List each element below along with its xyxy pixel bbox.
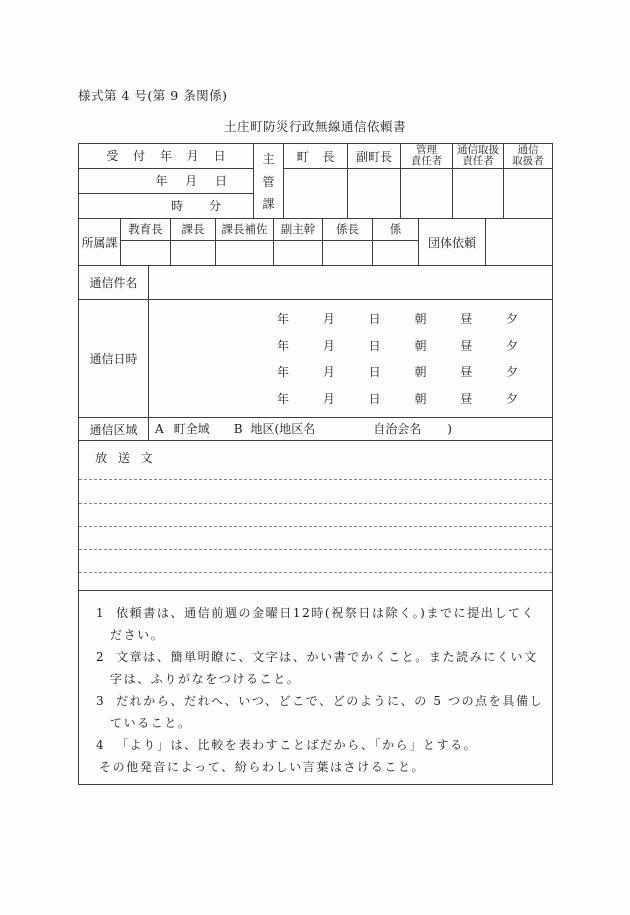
subject-field: [149, 266, 552, 299]
official-header: [504, 144, 552, 169]
document-title: 土庄町防災行政無線通信依頼書: [223, 119, 406, 134]
position-column: [171, 219, 216, 265]
area-association-label: 自治会名: [373, 422, 422, 436]
group-request-field: [486, 219, 552, 265]
broadcast-writing-line: [79, 526, 552, 527]
section-label: 所属課: [79, 219, 121, 265]
stamp-cell: [121, 241, 170, 265]
official-column-comm-manager: [453, 144, 504, 218]
official-header: [401, 144, 452, 169]
area-row: [79, 418, 552, 441]
receipt-date-field: 年 月 日: [79, 169, 253, 194]
stamp-cell: [284, 169, 347, 218]
stamp-cell: [216, 241, 273, 265]
position-column: [373, 219, 419, 265]
approval-block: [79, 144, 552, 219]
official-title: 副町長: [355, 149, 392, 164]
stamp-cell: [504, 169, 552, 218]
position-column: [323, 219, 373, 265]
official-column-operator: [504, 144, 552, 218]
supervising-char: 管: [262, 174, 275, 189]
official-column-vice-mayor: [348, 144, 401, 218]
official-header: [453, 144, 503, 169]
request-form-table: [78, 143, 553, 785]
area-field: [149, 418, 552, 440]
subject-label: 通信件名: [79, 266, 149, 299]
note-line: 2 文章は、簡単明瞭に、文字は、かい書でかくこと。また読みにくい文: [96, 650, 538, 664]
official-title: 通信取扱: [457, 143, 499, 156]
receipt-time-field: 時 分: [171, 199, 221, 213]
official-title: 取扱者: [512, 155, 544, 167]
group-request-label: 団体依頼: [419, 219, 486, 265]
broadcast-writing-line: [79, 479, 552, 480]
position-column: [216, 219, 274, 265]
stamp-cell: [453, 169, 503, 218]
area-label: 通信区域: [79, 418, 149, 440]
supervising-char: 課: [262, 197, 275, 212]
position-column: [274, 219, 323, 265]
datetime-line: 年 月 日 朝 昼 夕: [277, 392, 519, 407]
official-header: [284, 144, 347, 169]
form-number: 様式第 4 号(第 9 条関係): [78, 88, 228, 103]
supervising-char: 主: [262, 151, 275, 166]
position-header: 教育長: [121, 219, 170, 241]
official-title: 責任者: [462, 155, 494, 167]
position-header: 課長: [171, 219, 215, 241]
official-title: 管理: [416, 143, 437, 156]
area-option-a-label: 町全域: [173, 422, 210, 436]
datetime-label: 通信日時: [79, 300, 149, 417]
receipt-date-header: 受 付 年 月 日: [79, 144, 253, 169]
official-column-mayor: [284, 144, 348, 218]
notes-section: [79, 591, 552, 786]
datetime-field: [149, 300, 552, 417]
officials-stamp-grid: [284, 144, 552, 218]
subject-row: [79, 266, 552, 300]
note-line: 1 依頼書は、通信前週の金曜日12時(祝祭日は除く。)までに提出してく: [96, 606, 536, 620]
stamp-cell: [274, 241, 322, 265]
position-header: 係長: [323, 219, 372, 241]
note-line: ださい。: [110, 628, 165, 642]
section-block: [79, 219, 552, 266]
area-option-a: A: [155, 422, 164, 436]
stamp-cell: [373, 241, 418, 265]
note-line: 3 だれから、だれへ、いつ、どこで、どのように、の 5 つの点を具備し: [96, 694, 544, 708]
datetime-line: 年 月 日 朝 昼 夕: [277, 365, 519, 380]
official-header: [348, 144, 400, 169]
note-line: ていること。: [110, 716, 192, 730]
area-district-label: 地区(地区名: [250, 422, 316, 436]
datetime-line: 年 月 日 朝 昼 夕: [277, 338, 519, 353]
supervising-section-cell: [254, 144, 284, 218]
official-title: 町 長: [296, 149, 335, 164]
official-title: 通信: [517, 143, 539, 156]
stamp-cell: [348, 169, 400, 218]
official-column-admin-manager: [401, 144, 453, 218]
note-line: その他発音によって、紛らわしい言葉はさけること。: [99, 760, 426, 774]
datetime-row: [79, 300, 552, 418]
position-header: 副主幹: [274, 219, 322, 241]
note-line: 4 「より」は、比較を表わすことばだから、「から」とする。: [96, 738, 478, 752]
position-header: 係: [373, 219, 418, 241]
official-title: 責任者: [410, 155, 443, 167]
note-line: 字は、ふりがなをつけること。: [110, 672, 301, 686]
stamp-cell: [171, 241, 215, 265]
broadcast-writing-line: [79, 572, 552, 573]
broadcast-writing-line: [79, 549, 552, 550]
broadcast-section: [79, 441, 552, 591]
stamp-cell: [401, 169, 452, 218]
receipt-column: [79, 144, 254, 218]
stamp-cell: [323, 241, 372, 265]
area-option-b: B: [233, 422, 243, 436]
area-close-paren: ): [447, 422, 452, 436]
position-header: 課長補佐: [216, 219, 273, 241]
position-column: [121, 219, 171, 265]
broadcast-label: 放 送 文: [95, 451, 153, 465]
datetime-line: 年 月 日 朝 昼 夕: [277, 311, 519, 326]
broadcast-writing-line: [79, 503, 552, 504]
